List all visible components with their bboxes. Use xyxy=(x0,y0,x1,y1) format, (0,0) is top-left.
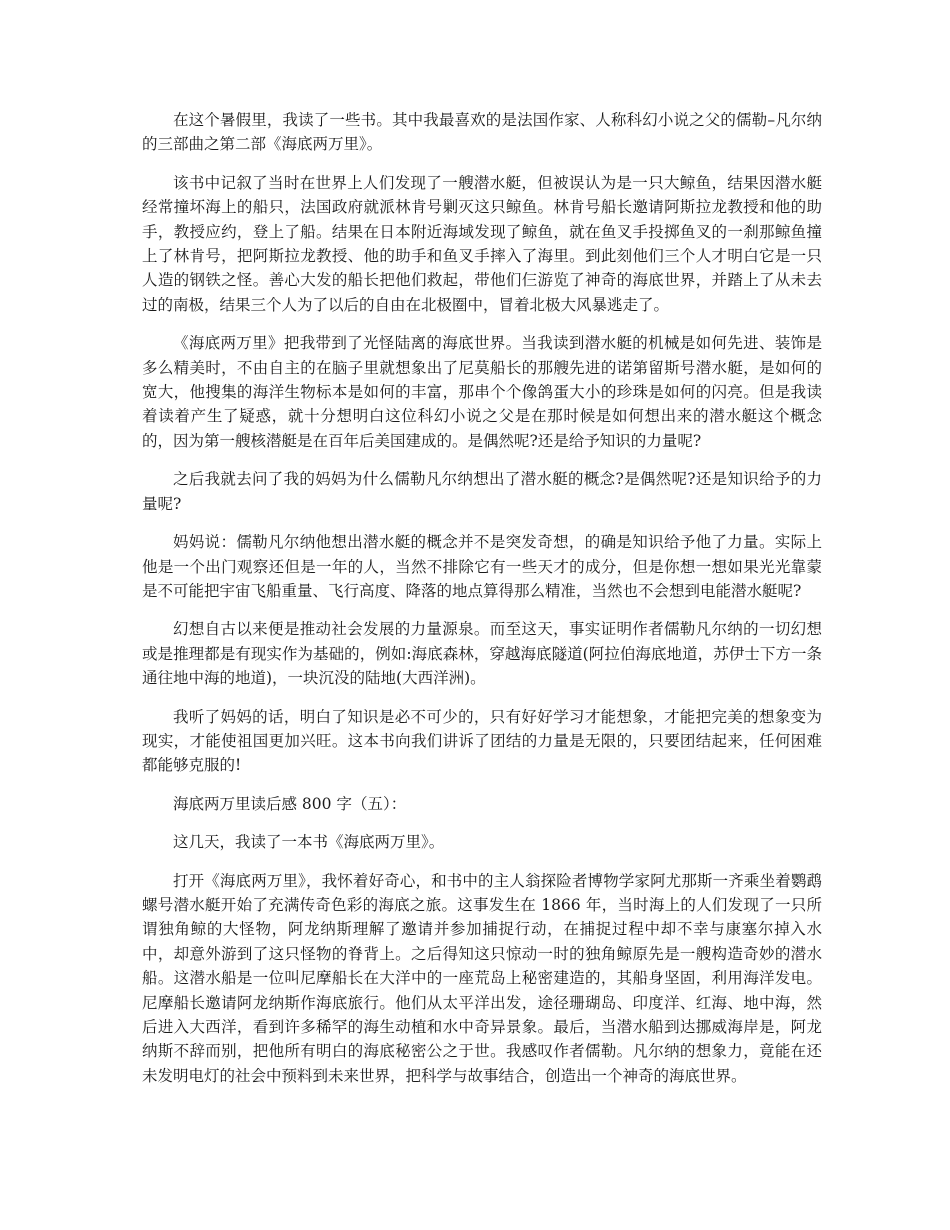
paragraph-reflection: 《海底两万里》把我带到了光怪陆离的海底世界。当我读到潜水艇的机械是如何先进、装饰是多么精美时，不由自主的在脑子里就想象出了尼莫船长的那艘先进的诺第留斯号潜水艇，是如何的宽大，他搜集的海洋生物标本是如何的丰富，那串个个像鸽蛋大小的珍珠是如何的闪亮。但是我读着读着产生了疑惑，就十分想明白这位科幻小说之父是在那时候是如何想出来的潜水艇这个概念的，因为第一艘核潜艇是在百年后美国建成的。是偶然呢?还是给予知识的力量呢? xyxy=(142,334,822,450)
paragraph-intro: 在这个暑假里，我读了一些书。其中我最喜欢的是法国作家、人称科幻小说之父的儒勒–凡尔纳的三部曲之第二部《海底两万里》。 xyxy=(142,111,822,154)
paragraph-second-essay-body: 打开《海底两万里》，我怀着好奇心，和书中的主人翁探险者博物学家阿尤那斯一齐乘坐着鹦鹉螺号潜水艇开始了充满传奇色彩的海底之旅。这事发生在 1866 年，当时海上的人们发现了一只所谓独角鲸的大怪物，阿龙纳斯理解了邀请并参加捕捉行动，在捕捉过程中却不幸与康塞尔掉入水中，却意外游到了这只怪物的脊背上。之后得知这只惊动一时的独角鲸原先是一艘构造奇妙的潜水船。这潜水船是一位叫尼摩船长在大洋中的一座荒岛上秘密建造的，其船身坚固，利用海洋发电。尼摩船长邀请阿龙纳斯作海底旅行。他们从太平洋出发，途径珊瑚岛、印度洋、红海、地中海，然后进入大西洋，看到许多稀罕的海生动植和水中奇异景象。最后，当潜水船到达挪威海岸是，阿龙纳斯不辞而别，把他所有明白的海底秘密公之于世。我感叹作者儒勒。凡尔纳的想象力，竟能在还未发明电灯的社会中预料到未来世界，把科学与故事结合，创造出一个神奇的海底世界。 xyxy=(142,871,822,1085)
paragraph-plot-summary: 该书中记叙了当时在世界上人们发现了一艘潜水艇，但被误认为是一只大鲸鱼，结果因潜水艇经常撞坏海上的船只，法国政府就派林肯号剿灭这只鲸鱼。林肯号船长邀请阿斯拉龙教授和他的助手，教授应约，登上了船。结果在日本附近海域发现了鲸鱼，就在鱼叉手投掷鱼叉的一刹那鲸鱼撞上了林肯号，把阿斯拉龙教授、他的助手和鱼叉手摔入了海里。到此刻他们三个人才明白它是一只人造的钢铁之怪。善心大发的船长把他们救起，带他们仨游览了神奇的海底世界，并踏上了从未去过的南极，结果三个人为了以后的自由在北极圈中，冒着北极大风暴逃走了。 xyxy=(142,173,822,314)
paragraph-question: 之后我就去问了我的妈妈为什么儒勒凡尔纳想出了潜水艇的概念?是偶然呢?还是知识给予的力量呢? xyxy=(142,470,822,513)
paragraph-second-essay-intro: 这几天，我读了一本书《海底两万里》。 xyxy=(173,833,445,852)
section-heading: 海底两万里读后感 800 字（五）： xyxy=(173,794,407,813)
paragraph-conclusion: 我听了妈妈的话，明白了知识是必不可少的，只有好好学习才能想象，才能把完美的想象变为现实，才能使祖国更加兴旺。这本书向我们讲诉了团结的力量是无限的，只要团结起来，任何困难都能够克服的! xyxy=(142,707,822,775)
paragraph-fantasy: 幻想自古以来便是推动社会发展的力量源泉。而至这天，事实证明作者儒勒凡尔纳的一切幻想或是推理都是有现实作为基础的，例如:海底森林，穿越海底隧道(阿拉伯海底地道，苏伊士下方一条通往地中海的地道)，一块沉没的陆地(大西洋洲)。 xyxy=(142,620,822,688)
paragraph-mother-answer: 妈妈说：儒勒凡尔纳他想出潜水艇的概念并不是突发奇想，的确是知识给予他了力量。实际上他是一个出门观察还但是一年的人，当然不排除它有一些天才的成分，但是你想一想如果光光靠蒙是不可能把宇宙飞船重量、飞行高度、降落的地点算得那么精准，当然也不会想到电能潜水艇呢? xyxy=(142,533,822,600)
document-body xyxy=(142,108,822,1102)
